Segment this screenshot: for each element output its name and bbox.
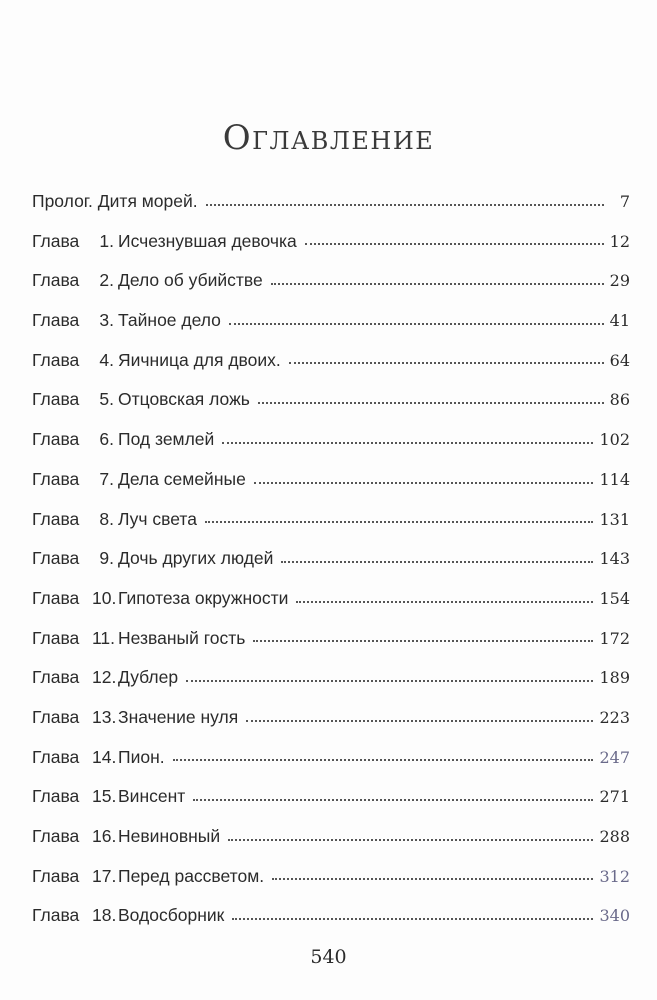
entry-number: 3. — [99, 310, 114, 331]
entry-title: Значение нуля — [118, 706, 239, 727]
dot-leader — [272, 878, 593, 880]
entry-page-number: 102 — [599, 430, 630, 450]
toc-entry-chapter-9 — [32, 539, 630, 579]
entry-page-number: 312 — [599, 866, 630, 886]
entry-page-number: 41 — [609, 311, 630, 331]
toc-entry-chapter-11 — [32, 619, 630, 659]
dot-leader — [229, 323, 604, 325]
entry-title: Луч света — [118, 508, 197, 529]
entry-title: Дублер — [118, 667, 179, 688]
entry-page-number: 189 — [599, 668, 630, 688]
toc-entry-label — [32, 182, 198, 222]
dot-leader — [296, 601, 593, 603]
entry-number: 15. — [92, 786, 117, 807]
entry-page-number: 114 — [599, 469, 630, 489]
entry-number: 10. — [92, 587, 117, 608]
entry-page-number: 131 — [599, 509, 630, 529]
entry-prefix: Глава — [32, 627, 80, 648]
toc-entry-label — [32, 539, 273, 579]
entry-number: 14. — [92, 746, 117, 767]
dot-leader — [206, 204, 604, 206]
toc-entry-chapter-13 — [32, 698, 630, 738]
page-number-footer: 540 — [310, 946, 347, 968]
entry-prefix: Глава — [32, 230, 80, 251]
toc-entry-label — [32, 658, 178, 698]
entry-prefix: Глава — [32, 349, 80, 370]
toc-entry-chapter-12 — [32, 658, 630, 698]
entry-prefix: Глава — [32, 587, 80, 608]
toc-entry-label — [32, 817, 220, 857]
toc-entry-label — [32, 698, 238, 738]
entry-page-number: 64 — [609, 350, 630, 370]
toc-entry-label — [32, 380, 250, 420]
entry-page-number: 271 — [599, 787, 630, 807]
toc-entry-chapter-3 — [32, 301, 630, 341]
entry-title: Дочь других людей — [118, 548, 274, 569]
toc-entry-label — [32, 896, 224, 936]
entry-prefix: Глава — [32, 667, 80, 688]
entry-number: 1. — [99, 230, 114, 251]
entry-prefix: Глава — [32, 826, 80, 846]
toc-entry-chapter-5 — [32, 380, 630, 420]
entry-prefix: Глава — [32, 389, 80, 410]
dot-leader — [193, 799, 593, 801]
toc-entry-label — [32, 619, 245, 659]
toc-list — [32, 182, 630, 936]
entry-prefix: Пролог. — [32, 191, 93, 211]
dot-leader — [246, 720, 593, 722]
toc-entry-label — [32, 857, 264, 897]
entry-number: 11. — [92, 627, 116, 648]
entry-number: 12. — [92, 667, 117, 688]
entry-number: 5. — [99, 389, 114, 410]
entry-number: 6. — [99, 429, 114, 450]
toc-entry-chapter-6 — [32, 420, 630, 460]
entry-title: Незваный гость — [118, 627, 246, 648]
entry-prefix: Глава — [32, 905, 80, 926]
dot-leader — [253, 640, 593, 642]
entry-title: Винсент — [118, 786, 186, 807]
entry-prefix: Глава — [32, 429, 80, 450]
entry-page-number: 223 — [599, 707, 630, 727]
entry-page-number: 143 — [599, 549, 630, 569]
entry-title: Пион. — [118, 746, 165, 767]
entry-page-number: 288 — [599, 827, 630, 846]
dot-leader — [271, 283, 604, 285]
dot-leader — [222, 442, 593, 444]
entry-title: Дела семейные — [118, 468, 246, 489]
entry-number: 9. — [99, 548, 114, 569]
toc-entry-label — [32, 341, 281, 381]
entry-title: Под землей — [118, 429, 215, 450]
entry-page-number: 172 — [599, 628, 630, 648]
dot-leader — [228, 839, 593, 841]
toc-entry-label — [32, 420, 214, 460]
dot-leader — [205, 521, 593, 523]
entry-number: 2. — [99, 270, 114, 291]
entry-prefix: Глава — [32, 310, 80, 331]
dot-leader — [281, 561, 593, 563]
entry-page-number: 154 — [599, 588, 630, 608]
entry-page-number: 7 — [619, 192, 630, 211]
toc-title: Оглавление — [222, 118, 435, 158]
entry-number: 7. — [99, 468, 114, 489]
entry-title: Невиновный — [118, 826, 221, 846]
entry-page-number: 86 — [609, 390, 630, 410]
entry-number: 17. — [92, 865, 117, 886]
toc-entry-chapter-18 — [32, 896, 630, 936]
entry-number: 4. — [99, 349, 114, 370]
toc-entry-chapter-10 — [32, 579, 630, 619]
entry-title: Исчезнувшая девочка — [118, 230, 297, 251]
dot-leader — [186, 680, 593, 682]
toc-entry-label — [32, 460, 246, 500]
entry-page-number: 340 — [599, 906, 630, 926]
toc-entry-chapter-16 — [32, 817, 630, 857]
entry-prefix: Глава — [32, 468, 80, 489]
toc-entry-chapter-2 — [32, 261, 630, 301]
entry-title: Водосборник — [118, 905, 225, 926]
dot-leader — [232, 918, 593, 920]
toc-entry-chapter-17 — [32, 857, 630, 897]
toc-entry-label — [32, 222, 297, 262]
toc-entry-chapter-15 — [32, 777, 630, 817]
dot-leader — [254, 482, 594, 484]
dot-leader — [258, 402, 604, 404]
toc-entry-chapter-7 — [32, 460, 630, 500]
toc-entry-label — [32, 738, 165, 778]
toc-entry-label — [32, 261, 263, 301]
entry-title: Дело об убийстве — [118, 270, 263, 291]
toc-entry-chapter-4 — [32, 341, 630, 381]
toc-entry-label — [32, 777, 185, 817]
toc-entry-chapter-1 — [32, 222, 630, 262]
entry-title: Яичница для двоих. — [118, 349, 281, 370]
entry-title: Гипотеза окружности — [118, 587, 289, 608]
toc-entry-label — [32, 579, 288, 619]
toc-entry-prologue — [32, 182, 630, 222]
toc-entry-label — [32, 500, 197, 540]
entry-page-number: 247 — [599, 747, 630, 767]
entry-page-number: 12 — [609, 231, 630, 251]
dot-leader — [305, 243, 604, 245]
entry-title: Дитя морей. — [97, 191, 198, 211]
toc-entry-chapter-8 — [32, 500, 630, 540]
toc-entry-label — [32, 301, 221, 341]
toc-entry-chapter-14 — [32, 738, 630, 778]
entry-number: 8. — [99, 508, 114, 529]
entry-prefix: Глава — [32, 865, 80, 886]
entry-title: Отцовская ложь — [118, 389, 250, 410]
entry-title: Перед рассветом. — [118, 865, 265, 886]
entry-page-number: 29 — [609, 271, 630, 291]
entry-prefix: Глава — [32, 786, 80, 807]
entry-prefix: Глава — [32, 746, 80, 767]
entry-number: 13. — [92, 706, 117, 727]
entry-prefix: Глава — [32, 270, 80, 291]
entry-prefix: Глава — [32, 706, 80, 727]
entry-prefix: Глава — [32, 548, 80, 569]
entry-title: Тайное дело — [118, 310, 221, 331]
entry-number: 16. — [92, 826, 117, 846]
entry-prefix: Глава — [32, 508, 80, 529]
dot-leader — [173, 759, 594, 761]
dot-leader — [289, 362, 604, 364]
entry-number: 18. — [92, 905, 117, 926]
